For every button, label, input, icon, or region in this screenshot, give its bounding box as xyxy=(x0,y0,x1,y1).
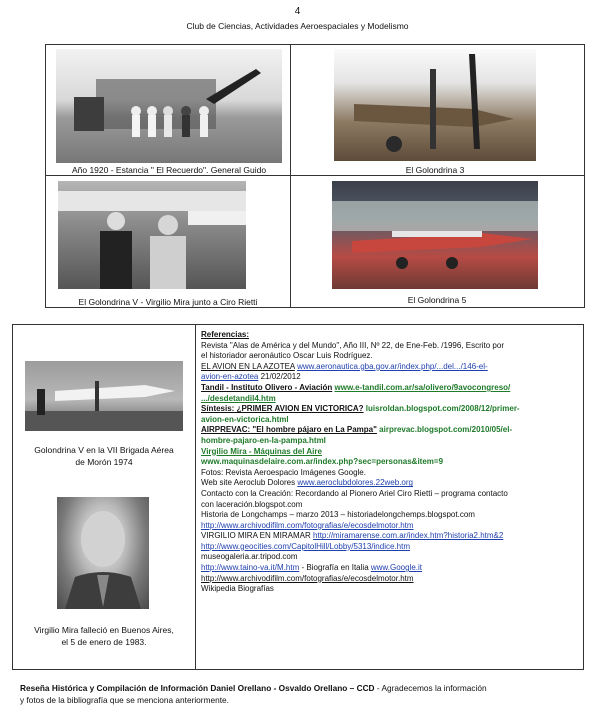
footer-credits-rest: - Agradecemos la información xyxy=(374,683,487,693)
caption-estancia: Año 1920 - Estancia " El Recuerdo". General Guido xyxy=(71,165,267,175)
photo-golondrina-v-men xyxy=(58,181,246,289)
refbox-divider xyxy=(195,325,196,669)
ref-line xyxy=(201,542,581,553)
ref-line xyxy=(201,531,581,542)
caption-mira-death-l1: Virgilio Mira falleció en Buenos Aires, xyxy=(34,625,174,635)
caption-mira-death-l2: el 5 de enero de 1983. xyxy=(61,637,147,647)
ref-line: Historia de Longchamps – marzo 2013 – historiadelongchemps.blogspot.com xyxy=(201,510,475,520)
ref-title: Virgilio Mira - Máquinas del Aire xyxy=(201,446,322,456)
caption-golondrina-3: El Golondrina 3 xyxy=(405,165,465,175)
ref-link[interactable]: www.e-tandil.com.ar/sa/olivero/9avocongreso/ xyxy=(334,382,511,392)
ref-line xyxy=(201,521,581,532)
ref-line xyxy=(201,362,581,373)
ref-line xyxy=(201,478,581,489)
grid-divider-horizontal xyxy=(46,175,584,176)
ref-link[interactable]: luisroldan.blogspot.com/2008/12/primer- xyxy=(365,404,520,414)
footer-credits xyxy=(20,682,580,706)
photo-golondrina-v-moron xyxy=(25,361,183,431)
ref-link[interactable]: http://www.taino-va.it/M.htm xyxy=(201,563,300,573)
ref-line: con laceración.blogspot.com xyxy=(201,499,303,509)
photo-moron-plane xyxy=(25,361,183,431)
ref-line xyxy=(201,394,581,405)
ref-link[interactable]: www.Google.it xyxy=(370,563,422,573)
ref-link[interactable]: avion-en-victorica.html xyxy=(201,414,289,424)
ref-line: Contacto con la Creación: Recordando al Pionero Ariel Ciro Rietti – programa contacto xyxy=(201,488,508,498)
photo-golondrina-5 xyxy=(332,181,538,289)
photo-virgilio-mira-portrait xyxy=(57,497,149,609)
ref-link[interactable]: http://www.archivodifilm.com/fotografias/e/ecosdelmotor.htm xyxy=(201,520,414,530)
club-name: Club de Ciencias, Actividades Aeroespaciales y Modelismo xyxy=(186,21,409,31)
references-heading: Referencias: xyxy=(201,330,250,339)
photo-grid xyxy=(45,44,585,308)
ref-title: EL AVION EN LA AZOTEA xyxy=(201,361,295,371)
photo-estancia-scene xyxy=(56,49,282,163)
ref-line: http://www.archivodifilm.com/fotografias/e/ecosdelmotor.htm xyxy=(201,573,414,583)
ref-link[interactable]: hombre-pajaro-en-la-pampa.html xyxy=(201,435,326,445)
ref-line xyxy=(201,383,581,394)
ref-date: 21/02/2012 xyxy=(260,372,301,382)
ref-link[interactable]: airprevac.blogspot.com/2010/05/el- xyxy=(379,425,513,435)
ref-line xyxy=(201,457,581,468)
ref-link[interactable]: http://miramarense.com.ar/index.htm?historia2.htm&2 xyxy=(313,531,504,541)
grid-divider-vertical xyxy=(290,45,291,307)
footer-credits-line2: y fotos de la bibliografía que se menciona anteriormente. xyxy=(20,695,229,705)
ref-text: - Biografía en Italia xyxy=(299,563,371,573)
ref-line xyxy=(201,404,581,415)
photo-golondrina-3-plane xyxy=(334,49,536,161)
caption-moron-l1: Golondrina V en la VII Brigada Aérea xyxy=(34,445,174,455)
ref-line xyxy=(201,436,581,447)
ref-line xyxy=(201,447,581,458)
ref-title: Tandil - Instituto Olivero - Aviación xyxy=(201,382,333,392)
photo-men-scene xyxy=(58,181,246,289)
ref-line xyxy=(201,425,581,436)
photo-golondrina-3 xyxy=(334,49,536,161)
ref-line: el historiador aeronáutico Oscar Luis Rodríguez. xyxy=(201,351,373,361)
ref-link[interactable]: www.aeronautica.gba.gov.ar/index.php/...del.../146-el- xyxy=(297,361,488,371)
ref-link[interactable]: .../desdetandil4.htm xyxy=(201,393,276,403)
page-number: 4 xyxy=(294,6,301,17)
caption-golondrina-5: El Golondrina 5 xyxy=(407,295,467,305)
ref-text: VIRGILIO MIRA EN MIRAMAR xyxy=(201,531,311,541)
ref-link[interactable]: http://www.geocities.com/CapitolHill/Lobby/5313/indice.htm xyxy=(201,541,410,551)
ref-line xyxy=(201,372,581,383)
photo-golondrina-5-plane xyxy=(332,181,538,289)
caption-moron-l2: de Morón 1974 xyxy=(75,457,133,467)
ref-line xyxy=(201,563,581,574)
caption-golondrina-v: El Golondrina V - Virgilio Mira junto a Ciro Rietti xyxy=(78,297,258,307)
ref-line: Fotos: Revista Aeroespacio Imágenes Google. xyxy=(201,467,366,477)
portrait-figure xyxy=(57,497,149,609)
ref-line: museogaleria.ar.tripod.com xyxy=(201,552,298,562)
references-box xyxy=(12,324,584,670)
photo-estancia-1920 xyxy=(56,49,282,163)
ref-title: Síntesis: ¿PRIMER AVION EN VICTORICA? xyxy=(201,404,364,414)
references-text xyxy=(201,330,581,595)
ref-line: Wikipedia Biografías xyxy=(201,584,274,594)
ref-link[interactable]: www.maquinasdelaire.com.ar/index.php?sec=personas&item=9 xyxy=(201,457,444,467)
ref-line xyxy=(201,415,581,426)
ref-line: Revista "Alas de América y del Mundo", Año III, Nº 22, de Ene-Feb. /1996, Escrito por xyxy=(201,340,504,350)
ref-title: AIRPREVAC: "El hombre pájaro en La Pampa" xyxy=(201,425,377,435)
ref-text: Web site Aeroclub Dolores xyxy=(201,478,296,488)
ref-link[interactable]: avion-en-azotea xyxy=(201,372,259,382)
ref-link[interactable]: www.aeroclubdolores.22web.org xyxy=(297,478,413,488)
footer-credits-bold: Reseña Histórica y Compilación de Información Daniel Orellano - Osvaldo Orellano – CCD xyxy=(20,683,375,693)
